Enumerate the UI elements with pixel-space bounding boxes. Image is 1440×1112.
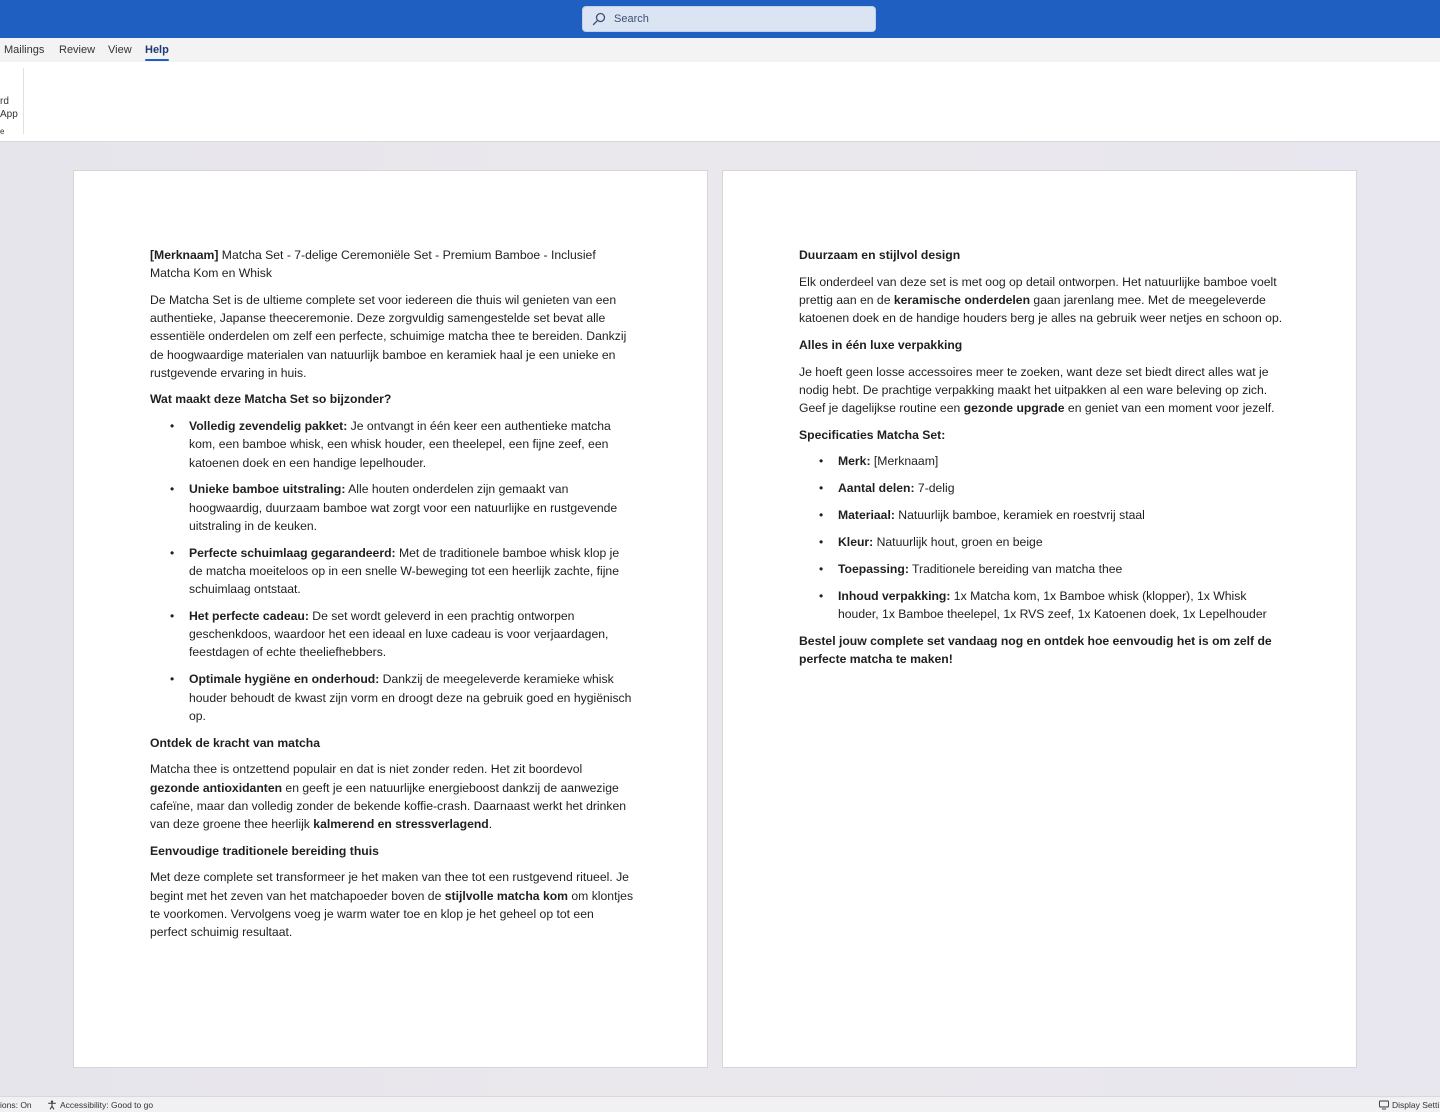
list-item-title: Merk: xyxy=(838,454,871,469)
closing-paragraph: Bestel jouw complete set vandaag nog en ontdek hoe eenvoudig het is om zelf de perfecte matcha te maken! xyxy=(799,633,1272,667)
title-bar xyxy=(0,0,1440,38)
text-run: Je hoeft geen losse accessoires meer te zoeken, want deze set biedt direct alles wat je nodig hebt. De prachtige verpakking maakt het uitpakken al een ware beleving op zich. Geef je dagelijkse routine een xyxy=(799,364,1269,415)
tab-help[interactable]: Help xyxy=(145,44,169,56)
document-page-1[interactable] xyxy=(73,170,708,1068)
tab-view[interactable]: View xyxy=(108,44,132,56)
text-run: gaan jarenlang mee. Met de meegeleverde katoenen doek en de handige houders berg je alles na gebruik weer netjes en schoon op. xyxy=(799,292,1283,326)
text-run: Matcha thee is ontzettend populair en dat is niet zonder reden. Het zit boordevol xyxy=(150,762,583,777)
list-item xyxy=(150,607,634,662)
list-item-title: Inhoud verpakking: xyxy=(838,588,951,603)
tab-mailings[interactable]: Mailings xyxy=(4,44,45,56)
list-item xyxy=(799,479,1283,497)
list-item-text: [Merknaam] xyxy=(870,454,939,469)
ribbon-panel xyxy=(0,62,1440,142)
ribbon-button-fragment[interactable]: App xyxy=(0,109,18,120)
bold-run: gezonde antioxidanten xyxy=(150,780,283,795)
search-icon xyxy=(592,12,606,26)
list-item-title: Aantal delen: xyxy=(838,481,915,496)
section-heading: Eenvoudige traditionele bereiding thuis xyxy=(150,843,379,858)
list-item-text: De set wordt geleverd in een prachtig ontworpen geschenkdoos, waardoor het een ideaal en luxe cadeau is voor verjaardagen, feestdagen of echte theeliefhebbers. xyxy=(189,609,609,660)
status-suggestions-label: ions: On xyxy=(0,1100,32,1110)
list-item-title: Toepassing: xyxy=(838,561,909,576)
list-item xyxy=(150,417,634,472)
list-item-title: Het perfecte cadeau: xyxy=(189,609,309,624)
text-run: en geeft je een natuurlijke energieboost dankzij de aanwezige cafeïne, maar dan volledig zonder de bekende koffie-crash. Daarnaast werkt het drinken van deze groene thee heerlijk xyxy=(150,780,627,831)
paragraph xyxy=(799,363,1283,418)
product-title xyxy=(150,246,634,282)
list-item-title: Volledig zevendelig pakket: xyxy=(189,419,348,434)
section-heading: Ontdek de kracht van matcha xyxy=(150,735,321,750)
list-item xyxy=(150,544,634,599)
status-display-settings[interactable] xyxy=(1379,1100,1439,1110)
list-item-text: Met de traditionele bamboe whisk klop je de matcha moeiteloos op in een snelle W-beweging tot een heerlijk zachte, fijne schuimlaag ontstaat. xyxy=(189,545,620,597)
list-item xyxy=(799,452,1283,470)
list-item-title: Unieke bamboe uitstraling: xyxy=(189,482,346,497)
list-item xyxy=(799,506,1283,524)
paragraph xyxy=(150,760,634,833)
list-item-text: Alle houten onderdelen zijn gemaakt van hoogwaardig, duurzaam bamboe wat zorgt voor een natuurlijke en rustgevende uitstraling in de keuken. xyxy=(189,482,618,533)
ribbon-separator xyxy=(23,68,24,134)
section-heading: Wat maakt deze Matcha Set so bijzonder? xyxy=(150,392,392,407)
list-item-title: Materiaal: xyxy=(838,508,895,523)
list-item xyxy=(799,587,1283,623)
feature-list xyxy=(150,417,634,725)
section-heading: Alles in één luxe verpakking xyxy=(799,337,963,352)
list-item xyxy=(799,533,1283,551)
bold-run: stijlvolle matcha kom xyxy=(444,888,569,903)
search-placeholder: Search xyxy=(614,13,649,25)
section-heading: Duurzaam en stijlvol design xyxy=(799,248,961,262)
brand-placeholder: [Merknaam] xyxy=(150,248,219,262)
text-run: Elk onderdeel van deze set is met oog op detail ontworpen. Het natuurlijke bamboe voelt prettig aan en de xyxy=(799,274,1277,307)
status-accessibility[interactable] xyxy=(47,1100,153,1110)
ribbon-group-label: e xyxy=(0,127,5,136)
spec-list xyxy=(799,452,1283,623)
text-run: om klontjes te voorkomen. Vervolgens voeg je warm water toe en klop je het geheel op tot een perfect schuimig resultaat. xyxy=(150,888,634,939)
list-item-title: Kleur: xyxy=(838,535,874,549)
paragraph xyxy=(799,273,1283,328)
list-item-text: Dankzij de meegeleverde keramieke whisk houder behoudt de kwast zijn vorm en droogt deze na gebruik goed en hygiënisch op. xyxy=(189,672,632,723)
list-item-text: Natuurlijk hout, groen en beige xyxy=(873,535,1043,549)
tab-review[interactable]: Review xyxy=(59,44,96,56)
bold-run: kalmerend en stressverlagend xyxy=(313,816,489,831)
display-settings-icon xyxy=(1379,1100,1389,1110)
bold-run: keramische onderdelen xyxy=(893,292,1031,307)
intro-paragraph: De Matcha Set is de ultieme complete set voor iedereen die thuis wil genieten van een authentieke, Japanse theeceremonie. Deze zorgvuldig samengestelde set bevat alle essentiële onderdelen om zelf een perfecte, schuimige matcha thee te bereiden. Dankzij de hoogwaardige materialen van natuurlijk bamboe en keramiek haal je een unieke en rustgevende ervaring in huis. xyxy=(150,292,627,380)
list-item-title: Optimale hygiëne en onderhoud: xyxy=(189,672,380,687)
list-item-text: Natuurlijk bamboe, keramiek en roestvrij staal xyxy=(894,508,1145,523)
list-item-text: 7-delig xyxy=(914,481,955,496)
text-run: en geniet van een moment voor jezelf. xyxy=(1064,400,1275,415)
bold-run: gezonde upgrade xyxy=(963,400,1065,415)
ribbon-tabs xyxy=(0,38,1440,62)
list-item-title: Perfecte schuimlaag gegarandeerd: xyxy=(189,545,396,560)
status-bar xyxy=(0,1096,1440,1112)
text-run: Met deze complete set transformeer je het maken van thee tot een rustgevend ritueel. Je begint met het zeven van het matchapoeder boven de xyxy=(150,870,629,903)
paragraph xyxy=(150,868,634,941)
status-display-settings-label: Display Setti xyxy=(1392,1100,1440,1110)
search-box[interactable] xyxy=(582,6,876,32)
ribbon-button-fragment[interactable]: rd xyxy=(0,96,9,107)
list-item-text: 1x Matcha kom, 1x Bamboe whisk (klopper), 1x Whisk houder, 1x Bamboe theelepel, 1x RVS zeef, 1x Katoenen doek, 1x Lepelhouder xyxy=(838,588,1267,621)
document-page-2[interactable] xyxy=(722,170,1357,1068)
status-suggestions[interactable] xyxy=(0,1100,32,1110)
list-item xyxy=(799,560,1283,578)
list-item xyxy=(150,670,634,725)
list-item-text: Je ontvangt in één keer een authentieke matcha kom, een bamboe whisk, een whisk houder, een theelepel, een fijne zeef, een katoenen doek en een handige lepelhouder. xyxy=(189,419,611,470)
accessibility-icon xyxy=(47,1100,57,1110)
list-item xyxy=(150,480,634,535)
status-accessibility-label: Accessibility: Good to go xyxy=(60,1100,154,1110)
list-item-text: Traditionele bereiding van matcha thee xyxy=(908,561,1123,576)
page-2-content xyxy=(799,246,1283,677)
page-1-content xyxy=(150,246,634,950)
text-run: . xyxy=(488,816,493,831)
title-text: Matcha Set - 7-delige Ceremoniële Set - Premium Bamboe - Inclusief Matcha Kom en Whisk xyxy=(150,248,596,281)
section-heading: Specificaties Matcha Set: xyxy=(799,427,946,442)
